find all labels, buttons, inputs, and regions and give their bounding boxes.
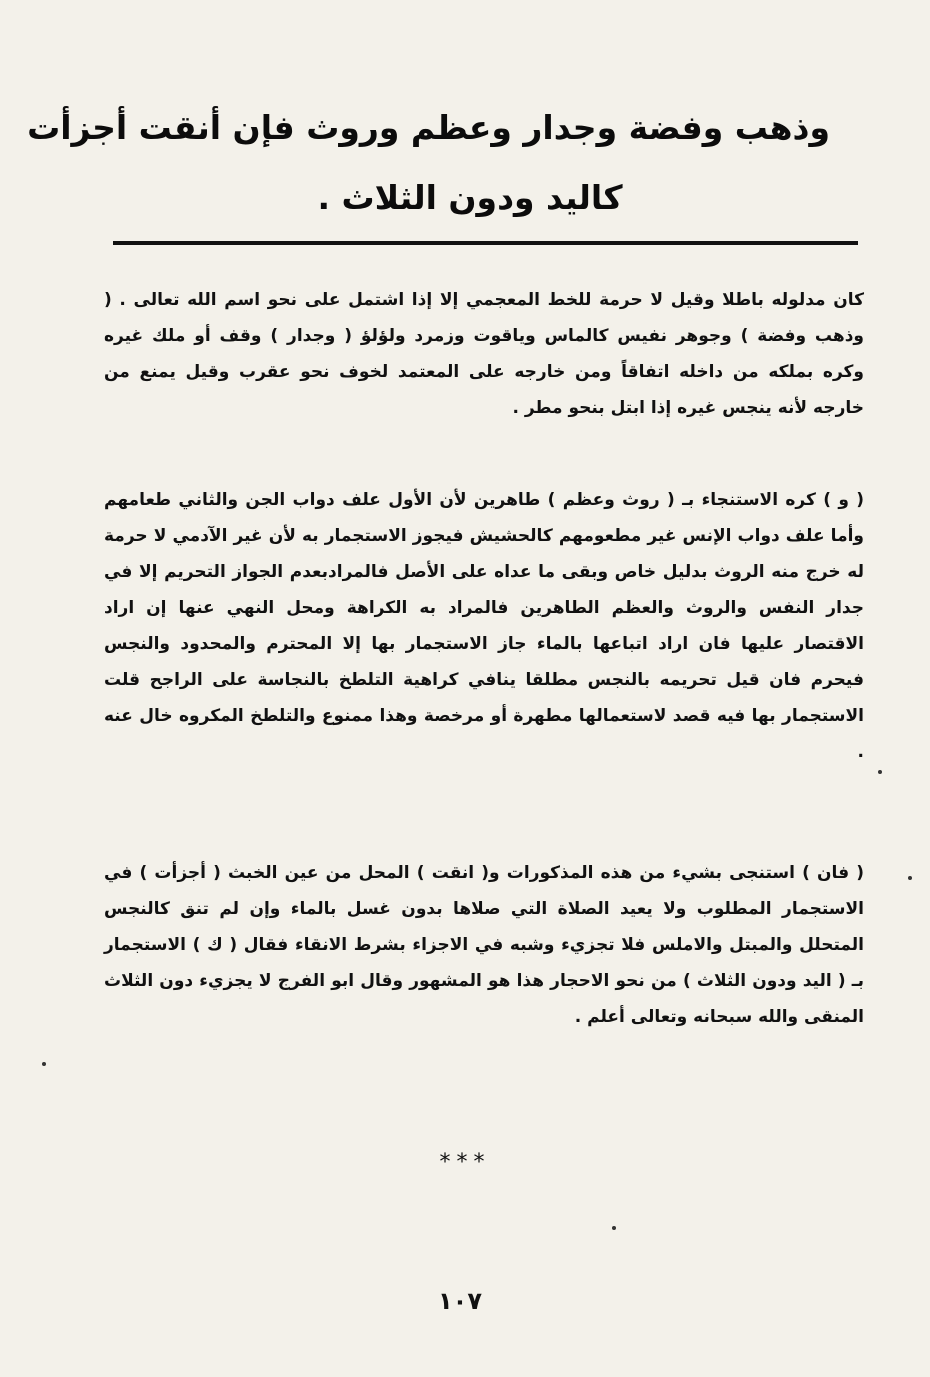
section-end-ornament: ***: [439, 1150, 491, 1175]
print-speck: [42, 1062, 46, 1066]
matn-line-2: كاليد ودون الثلاث .: [317, 178, 623, 217]
separator-rule: [113, 241, 858, 245]
commentary-text-1: كان مدلوله باطلا وقيل لا حرمة للخط المعجمي إلا إذا اشتمل على نحو اسم الله تعالى . ( وذهب وفضة ) وجوهر نفيس كالماس وياقوت وزمرد ولؤلؤ ( وجدار ) وقف أو ملك غيره وكره بملكه من داخله اتفاقاً ومن خارجه على المعتمد لخوف نحو عقرب وقيل يمنع من خارجه لأنه ينجس غيره إذا ابتل بنحو مطر .: [104, 290, 864, 418]
commentary-paragraph-1: [104, 282, 864, 426]
commentary-text-2: ( و ) كره الاستنجاء بـ ( روث وعظم ) طاهرين لأن الأول علف دواب الجن والثاني طعامهم وأما علف دواب الإنس غير مطعومهم كالحشيش فيجوز الاستجمار به لأن غير الآدمي لا حرمة له خرج منه الروث بدليل خاص وبقى ما عداه على الأصل فالمرادبعدم الجواز التحريم إلا في جدار النفس والروث والعظم الطاهرين فالمراد به الكراهة ومحل النهي عنها إن اراد الاقتصار عليها فان اراد اتباعها بالماء جاز الاستجمار بها إلا المحترم والمحدود والنجس فيحرم فان قيل تحريمه بالنجس مطلقا ينافي كراهية التلطخ بالنجاسة على الراجح قلت الاستجمار بها فيه قصد لاستعمالها مطهرة أو مرخصة وهذا ممنوع والتلطخ المكروه خال عنه .: [104, 490, 864, 762]
print-speck: [612, 1226, 616, 1230]
commentary-paragraph-2: [104, 482, 864, 770]
print-speck: [878, 770, 882, 774]
commentary-paragraph-3: [104, 855, 864, 1035]
print-speck: [908, 876, 912, 880]
matn-line-1: وذهب وفضة وجدار وعظم وروث فإن أنقت أجزأت: [27, 108, 830, 147]
commentary-text-3: ( فان ) استنجى بشيء من هذه المذكورات و( انقت ) المحل من عين الخبث ( أجزأت ) في الاستجمار المطلوب ولا يعيد الصلاة التي صلاها بدون غسل بالماء وإن لم تنق كالنجس المتحلل والمبتل والاملس فلا تجزيء وشبه في الاجزاء بشرط الانقاء فقال ( ك ) الاستجمار بـ ( اليد ودون الثلاث ) من نحو الاحجار هذا هو المشهور وقال ابو الفرج لا يجزيء دون الثلاث المنقى والله سبحانه وتعالى أعلم .: [104, 863, 864, 1027]
page-number: ١٠٧: [438, 1287, 482, 1315]
